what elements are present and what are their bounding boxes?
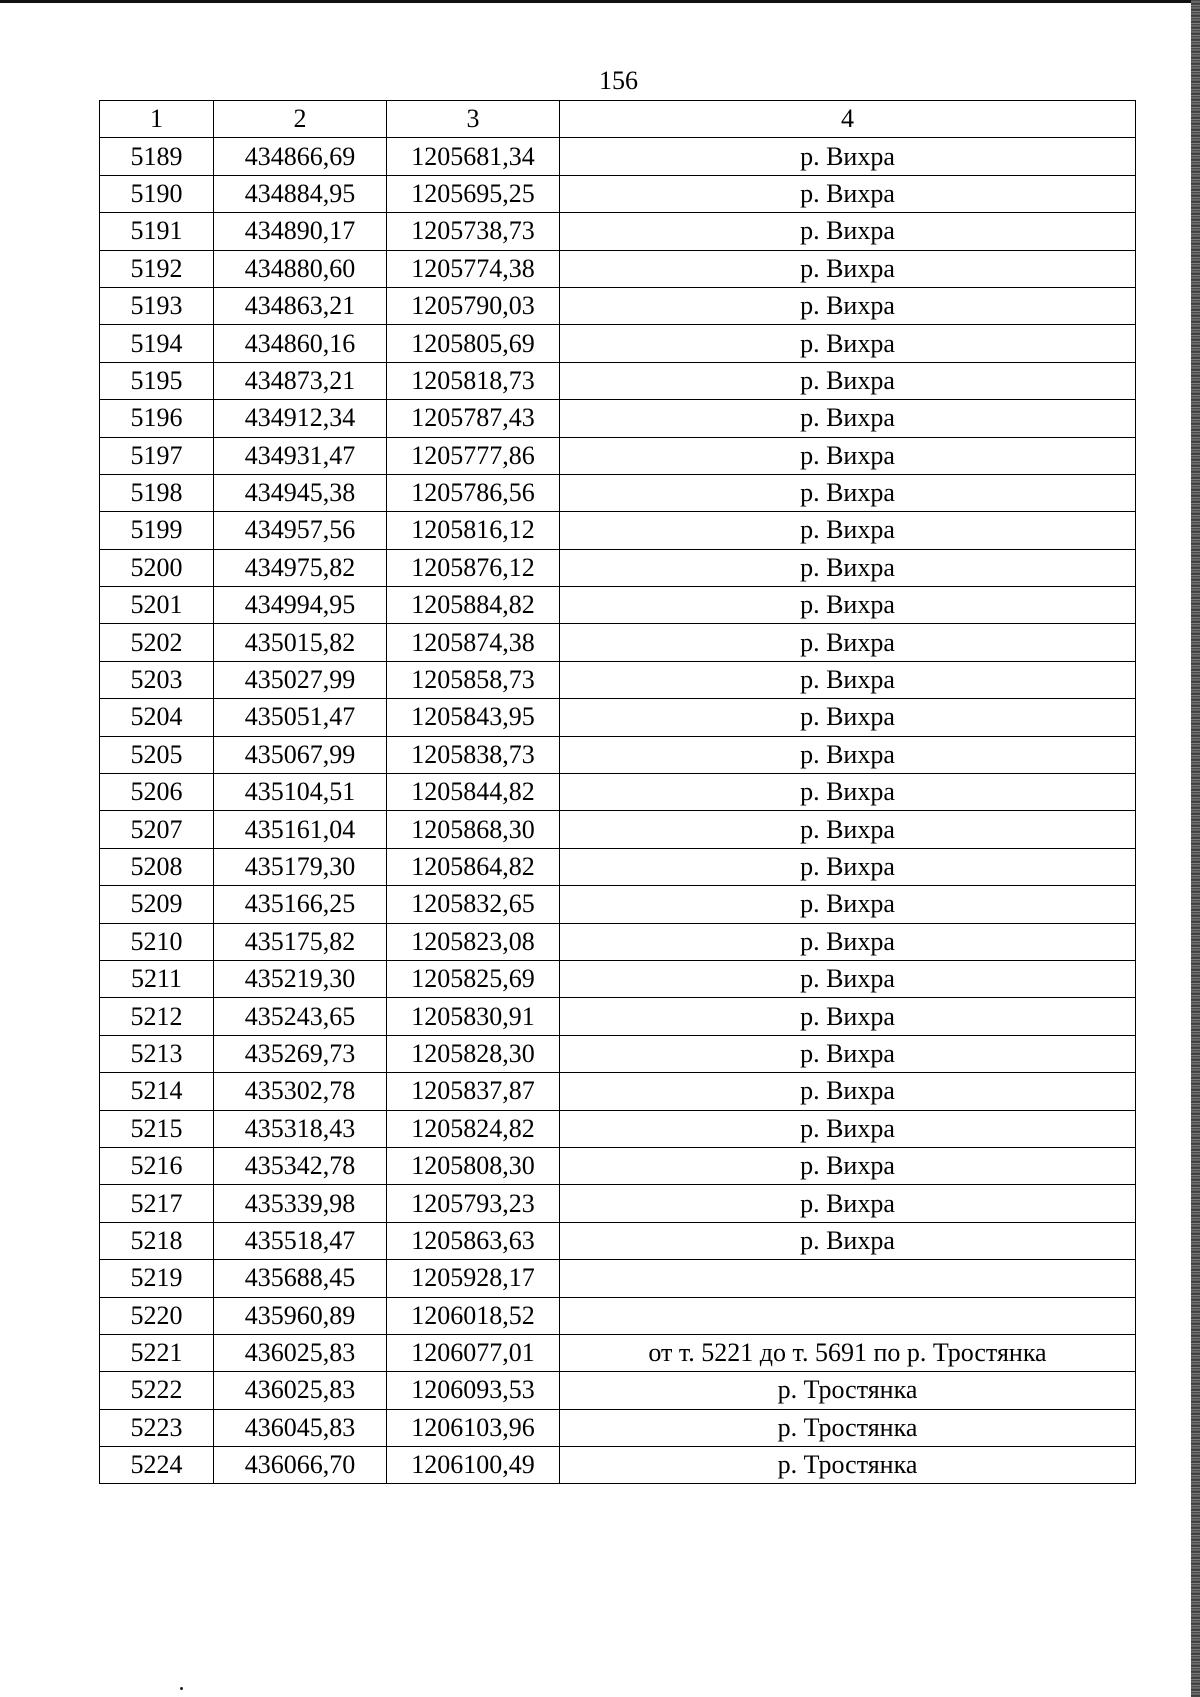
y-coordinate-cell: 1205830,91 <box>387 998 560 1035</box>
x-coordinate-cell: 435219,30 <box>214 960 387 997</box>
x-coordinate-cell: 435518,47 <box>214 1222 387 1259</box>
description-cell: р. Вихра <box>560 998 1136 1035</box>
x-coordinate-cell: 435067,99 <box>214 736 387 773</box>
x-coordinate-cell: 435161,04 <box>214 811 387 848</box>
point-number-cell: 5212 <box>100 998 214 1035</box>
table-row <box>100 1110 1136 1147</box>
y-coordinate-cell: 1205868,30 <box>387 811 560 848</box>
y-coordinate-cell: 1205838,73 <box>387 736 560 773</box>
table-row <box>100 923 1136 960</box>
top-edge-rule <box>0 0 1200 3</box>
table-row <box>100 362 1136 399</box>
table-row <box>100 1409 1136 1446</box>
point-number-cell: 5208 <box>100 848 214 885</box>
y-coordinate-cell: 1205774,38 <box>387 250 560 287</box>
y-coordinate-cell: 1205787,43 <box>387 400 560 437</box>
table-row <box>100 287 1136 324</box>
point-number-cell: 5189 <box>100 138 214 175</box>
table-row <box>100 437 1136 474</box>
point-number-cell: 5202 <box>100 624 214 661</box>
table-row <box>100 175 1136 212</box>
page-edge-shadow <box>1191 0 1200 1697</box>
table-row <box>100 400 1136 437</box>
x-coordinate-cell: 435302,78 <box>214 1073 387 1110</box>
y-coordinate-cell: 1205837,87 <box>387 1073 560 1110</box>
y-coordinate-cell: 1205874,38 <box>387 624 560 661</box>
table-row <box>100 736 1136 773</box>
point-number-cell: 5211 <box>100 960 214 997</box>
point-number-cell: 5199 <box>100 512 214 549</box>
y-coordinate-cell: 1205695,25 <box>387 175 560 212</box>
description-cell: р. Вихра <box>560 250 1136 287</box>
point-number-cell: 5204 <box>100 699 214 736</box>
x-coordinate-cell: 434931,47 <box>214 437 387 474</box>
y-coordinate-cell: 1205844,82 <box>387 774 560 811</box>
y-coordinate-cell: 1206018,52 <box>387 1297 560 1334</box>
point-number-cell: 5194 <box>100 325 214 362</box>
x-coordinate-cell: 435243,65 <box>214 998 387 1035</box>
y-coordinate-cell: 1205823,08 <box>387 923 560 960</box>
point-number-cell: 5200 <box>100 549 214 586</box>
x-coordinate-cell: 434945,38 <box>214 474 387 511</box>
point-number-cell: 5192 <box>100 250 214 287</box>
point-number-cell: 5210 <box>100 923 214 960</box>
x-coordinate-cell: 435269,73 <box>214 1035 387 1072</box>
description-cell: р. Вихра <box>560 400 1136 437</box>
description-cell: р. Вихра <box>560 1185 1136 1222</box>
description-cell: р. Вихра <box>560 923 1136 960</box>
point-number-cell: 5201 <box>100 587 214 624</box>
y-coordinate-cell: 1205786,56 <box>387 474 560 511</box>
x-coordinate-cell: 435027,99 <box>214 661 387 698</box>
description-cell: р. Вихра <box>560 1035 1136 1072</box>
description-cell: р. Вихра <box>560 1110 1136 1147</box>
table-row <box>100 250 1136 287</box>
y-coordinate-cell: 1205824,82 <box>387 1110 560 1147</box>
x-coordinate-cell: 435342,78 <box>214 1147 387 1184</box>
y-coordinate-cell: 1205863,63 <box>387 1222 560 1259</box>
x-coordinate-cell: 434866,69 <box>214 138 387 175</box>
table-row <box>100 848 1136 885</box>
y-coordinate-cell: 1206093,53 <box>387 1372 560 1409</box>
description-cell: р. Вихра <box>560 512 1136 549</box>
description-cell: р. Вихра <box>560 138 1136 175</box>
point-number-cell: 5222 <box>100 1372 214 1409</box>
table-row <box>100 960 1136 997</box>
x-coordinate-cell: 435051,47 <box>214 699 387 736</box>
x-coordinate-cell: 435318,43 <box>214 1110 387 1147</box>
table-row <box>100 661 1136 698</box>
table-row <box>100 624 1136 661</box>
point-number-cell: 5213 <box>100 1035 214 1072</box>
table-row <box>100 1297 1136 1334</box>
y-coordinate-cell: 1205928,17 <box>387 1260 560 1297</box>
y-coordinate-cell: 1205777,86 <box>387 437 560 474</box>
table-row <box>100 213 1136 250</box>
description-cell: р. Вихра <box>560 699 1136 736</box>
description-cell: р. Вихра <box>560 624 1136 661</box>
point-number-cell: 5220 <box>100 1297 214 1334</box>
x-coordinate-cell: 434994,95 <box>214 587 387 624</box>
y-coordinate-cell: 1205832,65 <box>387 886 560 923</box>
y-coordinate-cell: 1205876,12 <box>387 549 560 586</box>
header-cell-3: 3 <box>387 101 560 138</box>
x-coordinate-cell: 434884,95 <box>214 175 387 212</box>
point-number-cell: 5221 <box>100 1334 214 1371</box>
point-number-cell: 5198 <box>100 474 214 511</box>
point-number-cell: 5218 <box>100 1222 214 1259</box>
point-number-cell: 5191 <box>100 213 214 250</box>
description-cell: р. Вихра <box>560 1222 1136 1259</box>
x-coordinate-cell: 434975,82 <box>214 549 387 586</box>
header-cell-2: 2 <box>214 101 387 138</box>
x-coordinate-cell: 434890,17 <box>214 213 387 250</box>
table-row <box>100 587 1136 624</box>
point-number-cell: 5217 <box>100 1185 214 1222</box>
point-number-cell: 5205 <box>100 736 214 773</box>
table-row <box>100 1222 1136 1259</box>
point-number-cell: 5209 <box>100 886 214 923</box>
table-row <box>100 138 1136 175</box>
description-cell: р. Вихра <box>560 437 1136 474</box>
description-cell: р. Вихра <box>560 661 1136 698</box>
scan-speck <box>180 1687 183 1690</box>
table-row <box>100 512 1136 549</box>
table-row <box>100 1035 1136 1072</box>
y-coordinate-cell: 1206077,01 <box>387 1334 560 1371</box>
table-row <box>100 549 1136 586</box>
x-coordinate-cell: 435339,98 <box>214 1185 387 1222</box>
y-coordinate-cell: 1206100,49 <box>387 1447 560 1484</box>
x-coordinate-cell: 435688,45 <box>214 1260 387 1297</box>
description-cell <box>560 1260 1136 1297</box>
x-coordinate-cell: 436045,83 <box>214 1409 387 1446</box>
y-coordinate-cell: 1205864,82 <box>387 848 560 885</box>
header-cell-1: 1 <box>100 101 214 138</box>
y-coordinate-cell: 1205805,69 <box>387 325 560 362</box>
y-coordinate-cell: 1205828,30 <box>387 1035 560 1072</box>
point-number-cell: 5206 <box>100 774 214 811</box>
point-number-cell: 5223 <box>100 1409 214 1446</box>
y-coordinate-cell: 1205790,03 <box>387 287 560 324</box>
x-coordinate-cell: 436025,83 <box>214 1334 387 1371</box>
description-cell: р. Вихра <box>560 325 1136 362</box>
description-cell: р. Вихра <box>560 848 1136 885</box>
description-cell: р. Вихра <box>560 549 1136 586</box>
point-number-cell: 5197 <box>100 437 214 474</box>
description-cell: от т. 5221 до т. 5691 по р. Тростянка <box>560 1334 1136 1371</box>
point-number-cell: 5190 <box>100 175 214 212</box>
point-number-cell: 5193 <box>100 287 214 324</box>
x-coordinate-cell: 435960,89 <box>214 1297 387 1334</box>
x-coordinate-cell: 434880,60 <box>214 250 387 287</box>
description-cell: р. Вихра <box>560 362 1136 399</box>
table-row <box>100 811 1136 848</box>
x-coordinate-cell: 436025,83 <box>214 1372 387 1409</box>
x-coordinate-cell: 435166,25 <box>214 886 387 923</box>
x-coordinate-cell: 434863,21 <box>214 287 387 324</box>
table-row <box>100 1447 1136 1484</box>
point-number-cell: 5214 <box>100 1073 214 1110</box>
description-cell: р. Вихра <box>560 736 1136 773</box>
table-row <box>100 699 1136 736</box>
x-coordinate-cell: 435015,82 <box>214 624 387 661</box>
point-number-cell: 5215 <box>100 1110 214 1147</box>
table-row <box>100 1334 1136 1371</box>
page-number: 156 <box>599 66 638 95</box>
description-cell: р. Вихра <box>560 1073 1136 1110</box>
y-coordinate-cell: 1205793,23 <box>387 1185 560 1222</box>
description-cell: р. Вихра <box>560 886 1136 923</box>
description-cell: р. Тростянка <box>560 1447 1136 1484</box>
description-cell: р. Вихра <box>560 587 1136 624</box>
description-cell: р. Вихра <box>560 811 1136 848</box>
coordinates-table-body <box>100 101 1136 1484</box>
description-cell: р. Вихра <box>560 213 1136 250</box>
y-coordinate-cell: 1205884,82 <box>387 587 560 624</box>
table-row <box>100 774 1136 811</box>
x-coordinate-cell: 435104,51 <box>214 774 387 811</box>
description-cell: р. Вихра <box>560 774 1136 811</box>
table-row <box>100 325 1136 362</box>
coordinates-table <box>99 100 1136 1484</box>
y-coordinate-cell: 1205681,34 <box>387 138 560 175</box>
description-cell: р. Вихра <box>560 1147 1136 1184</box>
description-cell: р. Вихра <box>560 960 1136 997</box>
point-number-cell: 5196 <box>100 400 214 437</box>
x-coordinate-cell: 435179,30 <box>214 848 387 885</box>
table-row <box>100 1185 1136 1222</box>
point-number-cell: 5219 <box>100 1260 214 1297</box>
table-row <box>100 1147 1136 1184</box>
y-coordinate-cell: 1205818,73 <box>387 362 560 399</box>
y-coordinate-cell: 1205843,95 <box>387 699 560 736</box>
x-coordinate-cell: 434860,16 <box>214 325 387 362</box>
table-row <box>100 474 1136 511</box>
table-row <box>100 1260 1136 1297</box>
table-row <box>100 886 1136 923</box>
description-cell: р. Тростянка <box>560 1372 1136 1409</box>
point-number-cell: 5195 <box>100 362 214 399</box>
y-coordinate-cell: 1205808,30 <box>387 1147 560 1184</box>
y-coordinate-cell: 1205858,73 <box>387 661 560 698</box>
point-number-cell: 5216 <box>100 1147 214 1184</box>
description-cell: р. Вихра <box>560 474 1136 511</box>
x-coordinate-cell: 436066,70 <box>214 1447 387 1484</box>
table-row <box>100 1073 1136 1110</box>
description-cell: р. Вихра <box>560 175 1136 212</box>
description-cell: р. Вихра <box>560 287 1136 324</box>
table-row <box>100 1372 1136 1409</box>
point-number-cell: 5203 <box>100 661 214 698</box>
y-coordinate-cell: 1205816,12 <box>387 512 560 549</box>
point-number-cell: 5207 <box>100 811 214 848</box>
y-coordinate-cell: 1205738,73 <box>387 213 560 250</box>
description-cell: р. Тростянка <box>560 1409 1136 1446</box>
point-number-cell: 5224 <box>100 1447 214 1484</box>
table-header-row <box>100 101 1136 138</box>
table-row <box>100 998 1136 1035</box>
y-coordinate-cell: 1206103,96 <box>387 1409 560 1446</box>
x-coordinate-cell: 434873,21 <box>214 362 387 399</box>
header-cell-4: 4 <box>560 101 1136 138</box>
description-cell <box>560 1297 1136 1334</box>
y-coordinate-cell: 1205825,69 <box>387 960 560 997</box>
x-coordinate-cell: 434912,34 <box>214 400 387 437</box>
x-coordinate-cell: 435175,82 <box>214 923 387 960</box>
x-coordinate-cell: 434957,56 <box>214 512 387 549</box>
